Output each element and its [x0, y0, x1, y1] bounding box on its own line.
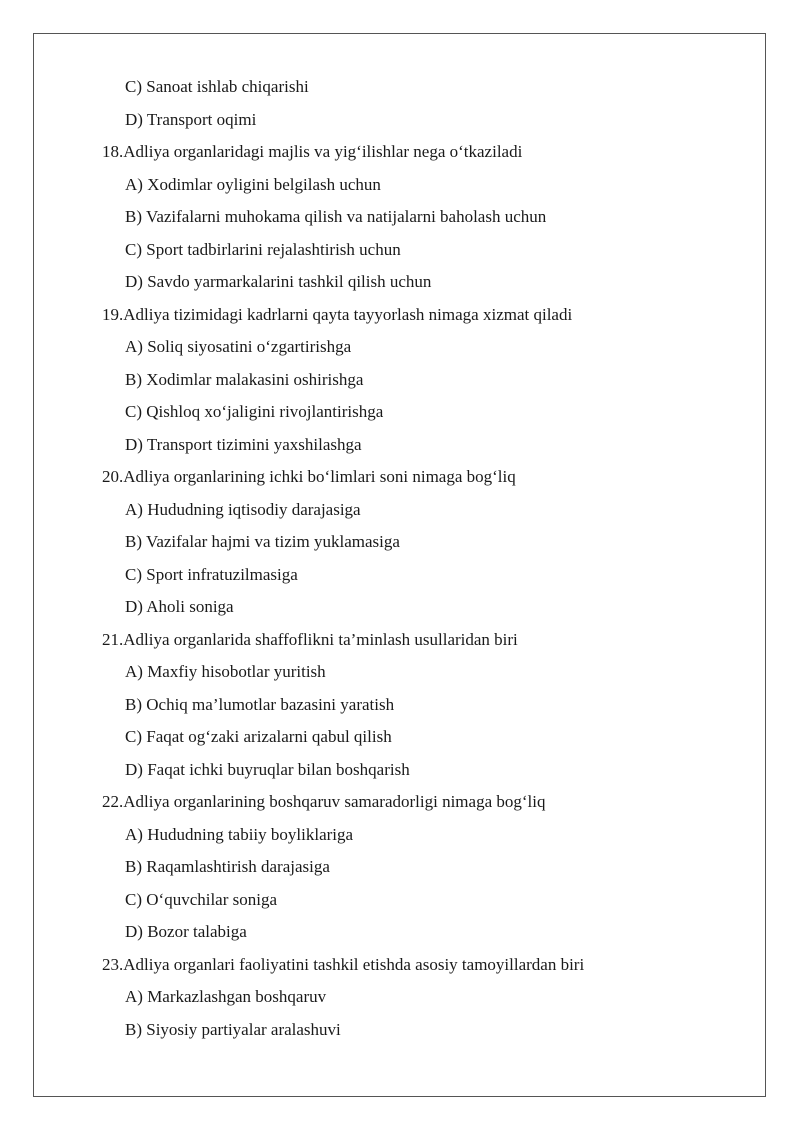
question-18: 18.Adliya organlaridagi majlis va yig‘ilishlar nega o‘tkaziladi	[102, 142, 523, 161]
answer-option: D) Transport tizimini yaxshilashga	[125, 434, 362, 454]
question-19: 19.Adliya tizimidagi kadrlarni qayta tayyorlash nimaga xizmat qiladi	[102, 304, 573, 324]
answer-option: C) Qishloq xo‘jaligini rivojlantirishga	[125, 402, 384, 421]
answer-option: D) Aholi soniga	[125, 597, 234, 616]
answer-option: B) Vazifalar hajmi va tizim yuklamasiga	[125, 532, 400, 551]
document-body	[0, 71, 800, 1046]
answer-option: C) Sport tadbirlarini rejalashtirish uchun	[125, 239, 401, 259]
answer-option: C) Sanoat ishlab chiqarishi	[125, 77, 309, 96]
answer-option: D) Transport oqimi	[125, 109, 257, 129]
answer-option: C) Sport infratuzilmasiga	[125, 564, 298, 584]
answer-option: B) Xodimlar malakasini oshirishga	[125, 369, 364, 389]
answer-option: D) Bozor talabiga	[125, 922, 247, 941]
answer-option: A) Maxfiy hisobotlar yuritish	[125, 662, 326, 681]
question-22: 22.Adliya organlarining boshqaruv samaradorligi nimaga bog‘liq	[102, 792, 546, 811]
answer-option: C) O‘quvchilar soniga	[125, 889, 278, 909]
answer-option: A) Xodimlar oyligini belgilash uchun	[125, 174, 381, 194]
answer-option: A) Soliq siyosatini o‘zgartirishga	[125, 337, 352, 356]
answer-option: C) Faqat og‘zaki arizalarni qabul qilish	[125, 727, 392, 746]
question-23: 23.Adliya organlari faoliyatini tashkil etishda asosiy tamoyillardan biri	[102, 954, 585, 974]
answer-option: A) Hududning tabiiy boyliklariga	[125, 824, 354, 844]
answer-option: B) Siyosiy partiyalar aralashuvi	[125, 1019, 341, 1039]
question-21: 21.Adliya organlarida shaffoflikni ta’minlash usullaridan biri	[102, 629, 518, 649]
answer-option: B) Vazifalarni muhokama qilish va natijalarni baholash uchun	[125, 207, 547, 226]
answer-option: D) Faqat ichki buyruqlar bilan boshqarish	[125, 759, 410, 779]
answer-option: B) Ochiq ma’lumotlar bazasini yaratish	[125, 694, 395, 714]
answer-option: D) Savdo yarmarkalarini tashkil qilish uchun	[125, 272, 432, 291]
answer-option: A) Hududning iqtisodiy darajasiga	[125, 499, 361, 519]
answer-option: B) Raqamlashtirish darajasiga	[125, 857, 330, 876]
answer-option: A) Markazlashgan boshqaruv	[125, 987, 327, 1006]
question-20: 20.Adliya organlarining ichki bo‘limlari soni nimaga bog‘liq	[102, 467, 516, 486]
